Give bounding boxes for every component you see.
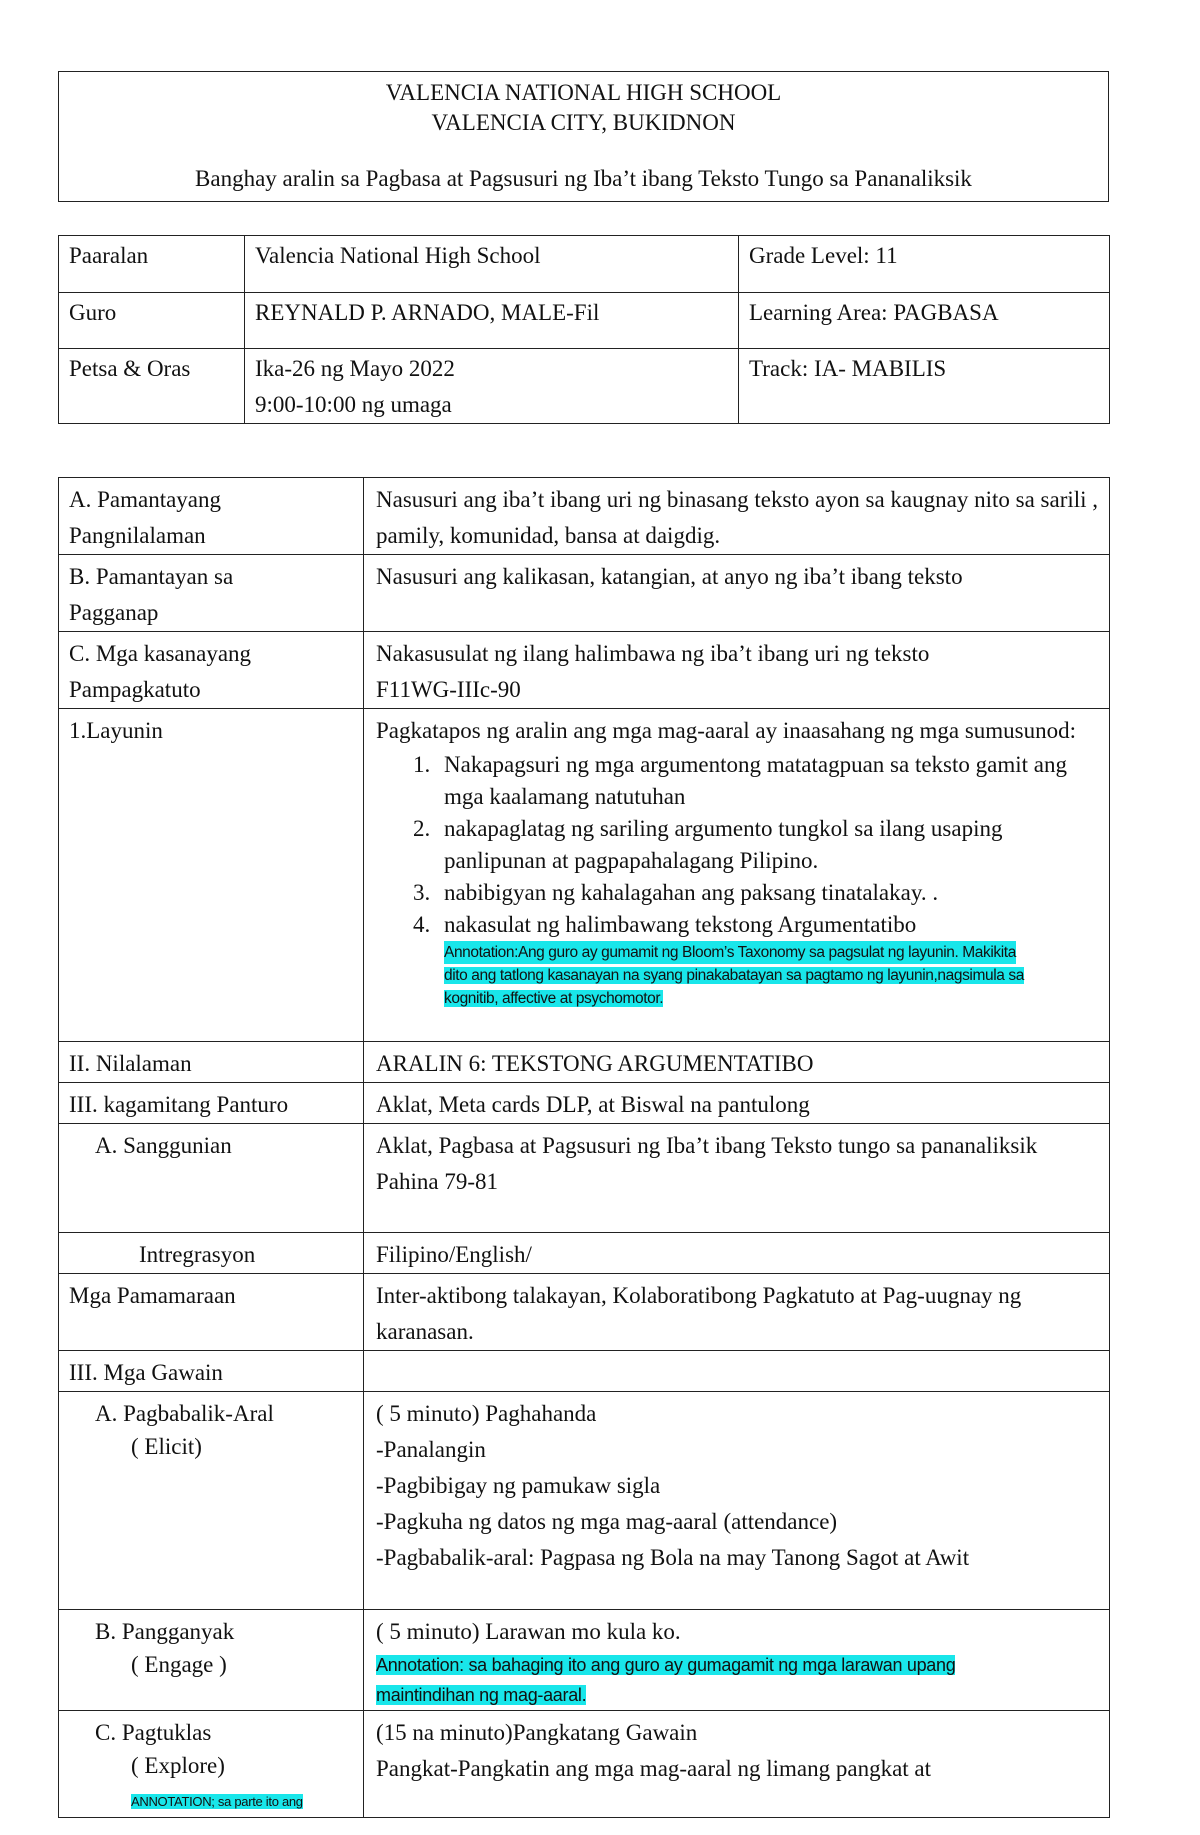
row-gawain [59, 1351, 1110, 1392]
grade-level: Grade Level: 11 [739, 236, 1110, 293]
row-label: C. Pagtuklas ( Explore) ANNOTATION; sa parte ito ang [59, 1711, 364, 1818]
school-name: VALENCIA NATIONAL HIGH SCHOOL [385, 80, 782, 105]
objective-item: 4. nakasulat ng halimbawang tekstong Argumentatibo [436, 909, 1099, 941]
row-label: III. Mga Gawain [59, 1351, 364, 1392]
row-label: Intregrasyon [59, 1233, 364, 1274]
row-value: ( 5 minuto) Larawan mo kula ko. Annotation: sa bahaging ito ang guro ay gumagamit ng mga larawan upang maintindihan ng mag-aaral. [364, 1610, 1110, 1711]
row-value: Aklat, Pagbasa at Pagsusuri ng Iba’t ibang Teksto tungo sa pananaliksik Pahina 79-81 [364, 1124, 1110, 1233]
row-kagamitan [59, 1083, 1110, 1124]
petsa-label: Petsa & Oras [59, 349, 245, 424]
row-sanggunian [59, 1124, 1110, 1233]
row-value [364, 709, 1110, 1042]
learning-area: Learning Area: PAGBASA [739, 293, 1110, 349]
row-label: 1.Layunin [59, 709, 364, 1042]
row-value: Nasusuri ang kalikasan, katangian, at anyo ng iba’t ibang teksto [364, 555, 1110, 632]
explore-annotation: ANNOTATION; sa parte ito ang [131, 1794, 303, 1809]
row-engage [59, 1610, 1110, 1711]
objective-item: 2. nakapaglatag ng sariling argumento tungkol sa ilang usaping panlipunan at pagpapahalagang Pilipino. [436, 813, 1099, 877]
row-value [364, 1351, 1110, 1392]
row-pamantayan-sa-pagganap [59, 555, 1110, 632]
row-explore [59, 1711, 1110, 1818]
track: Track: IA- MABILIS [739, 349, 1110, 424]
info-table [58, 235, 1110, 424]
header-box [58, 71, 1109, 202]
row-layunin [59, 709, 1110, 1042]
row-elicit [59, 1392, 1110, 1610]
row-pamamaraan [59, 1274, 1110, 1351]
row-label: B. Pangganyak ( Engage ) [59, 1610, 364, 1711]
row-kasanayang-pampagkatuto [59, 632, 1110, 709]
petsa-date: Ika-26 ng Mayo 2022 [255, 356, 455, 381]
row-label: A. Pamantayang Pangnilalaman [59, 478, 364, 555]
layunin-intro: Pagkatapos ng aralin ang mga mag-aaral ay inaasahang ng mga sumusunod: [376, 718, 1077, 743]
engage-annotation: Annotation: sa bahaging ito ang guro ay gumagamit ng mga larawan upang maintindihan ng mag-aaral. [376, 1655, 956, 1705]
lesson-plan-title: Banghay aralin sa Pagbasa at Pagsusuri ng Iba’t ibang Teksto Tungo sa Pananaliksik [195, 166, 972, 191]
paaralan-value: Valencia National High School [245, 236, 739, 293]
lesson-plan-table [58, 477, 1110, 1818]
row-value: Filipino/English/ [364, 1233, 1110, 1274]
paaralan-label: Paaralan [59, 236, 245, 293]
row-label: A. Sanggunian [59, 1124, 364, 1233]
objective-item: 3. nabibigyan ng kahalagahan ang paksang tinatalakay. . [436, 877, 1099, 909]
row-nilalaman [59, 1042, 1110, 1083]
row-value: Inter-aktibong talakayan, Kolaboratibong Pagkatuto at Pag-uugnay ng karanasan. [364, 1274, 1110, 1351]
row-label: B. Pamantayan sa Pagganap [59, 555, 364, 632]
petsa-time: 9:00-10:00 ng umaga [255, 392, 452, 417]
layunin-annotation: Annotation:Ang guro ay gumamit ng Bloom’s Taxonomy sa pagsulat ng layunin. Makikita dito ang tatlong kasanayan na syang pinakabatayan sa pagtamo ng layunin,nagsimula sa kognitib, affective at psychomotor. [444, 941, 1099, 1010]
guro-value: REYNALD P. ARNADO, MALE-Fil [245, 293, 739, 349]
row-value: ( 5 minuto) Paghahanda -Panalangin -Pagbibigay ng pamukaw sigla -Pagkuha ng datos ng mga mag-aaral (attendance) -Pagbabalik-aral: Pagpasa ng Bola na may Tanong Sagot at Awit [364, 1392, 1110, 1610]
row-value: (15 na minuto)Pangkatang Gawain Pangkat-Pangkatin ang mga mag-aaral ng limang pangkat at [364, 1711, 1110, 1818]
info-row-paaralan [59, 236, 1110, 293]
row-pamantayang-pangnilalaman [59, 478, 1110, 555]
row-value: Aklat, Meta cards DLP, at Biswal na pantulong [364, 1083, 1110, 1124]
info-row-petsa [59, 349, 1110, 424]
school-location: VALENCIA CITY, BUKIDNON [431, 110, 736, 135]
objectives-list [376, 749, 1099, 941]
petsa-value [245, 349, 739, 424]
objective-item: 1. Nakapagsuri ng mga argumentong matatagpuan sa teksto gamit ang mga kaalamang natutuhan [436, 749, 1099, 813]
row-integrasyon [59, 1233, 1110, 1274]
row-value: Nakasusulat ng ilang halimbawa ng iba’t ibang uri ng teksto F11WG-IIIc-90 [364, 632, 1110, 709]
guro-label: Guro [59, 293, 245, 349]
row-value: Nasusuri ang iba’t ibang uri ng binasang teksto ayon sa kaugnay nito sa sarili , pamily, komunidad, bansa at daigdig. [364, 478, 1110, 555]
row-label: A. Pagbabalik-Aral ( Elicit) [59, 1392, 364, 1610]
row-label: III. kagamitang Panturo [59, 1083, 364, 1124]
row-label: Mga Pamamaraan [59, 1274, 364, 1351]
row-label: II. Nilalaman [59, 1042, 364, 1083]
info-row-guro [59, 293, 1110, 349]
row-value: ARALIN 6: TEKSTONG ARGUMENTATIBO [364, 1042, 1110, 1083]
row-label: C. Mga kasanayang Pampagkatuto [59, 632, 364, 709]
